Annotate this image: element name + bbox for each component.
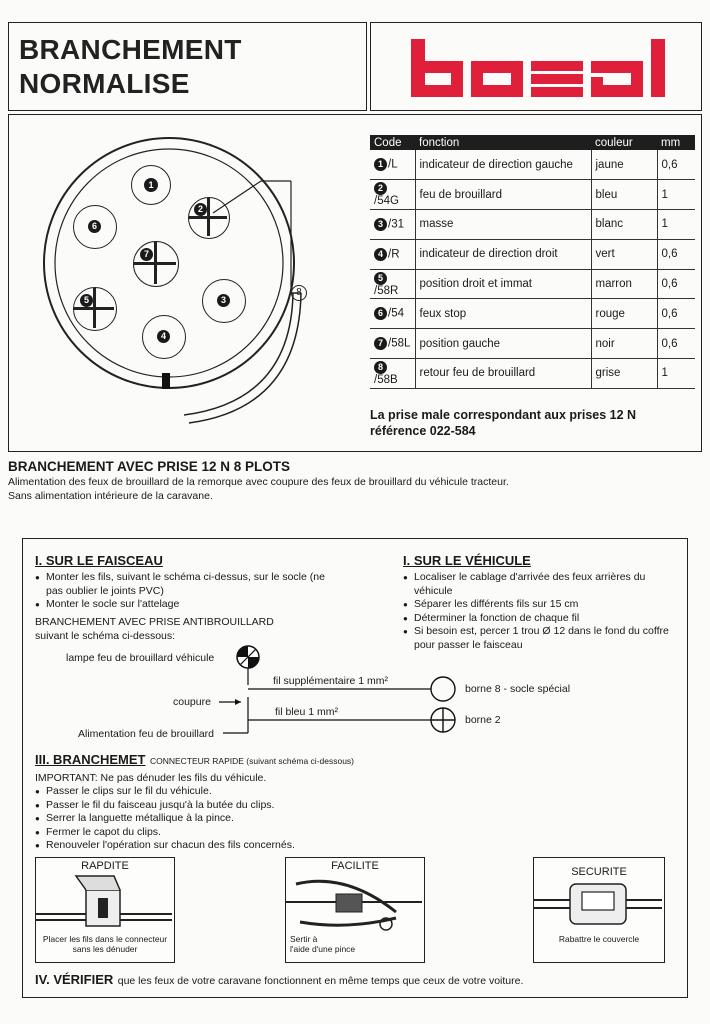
connector-open-drawing bbox=[36, 872, 172, 934]
row-number-badge: 1 bbox=[374, 158, 387, 171]
list-item: ● Déterminer la fonction de chaque fil bbox=[403, 612, 678, 626]
faisceau-title: I. SUR LE FAISCEAU bbox=[35, 553, 163, 568]
caption-line2: sans les dénuder bbox=[72, 944, 138, 954]
cell-couleur: rouge bbox=[591, 299, 657, 329]
cell-fonction: retour feu de brouillard bbox=[415, 359, 591, 389]
table-row bbox=[370, 269, 695, 299]
cell-mm: 0,6 bbox=[657, 150, 695, 180]
cell-couleur: bleu bbox=[591, 180, 657, 210]
branchement-title: III. BRANCHEMET bbox=[35, 752, 146, 767]
cell-mm: 0,6 bbox=[657, 269, 695, 299]
row-number-badge: 5 bbox=[374, 272, 387, 285]
cell-code bbox=[370, 299, 415, 329]
bosal-logo-mark bbox=[411, 39, 691, 97]
cell-couleur: marron bbox=[591, 269, 657, 299]
row-code: /54 bbox=[388, 307, 404, 320]
branchement-heading bbox=[35, 751, 675, 769]
cell-code bbox=[370, 239, 415, 269]
table-note-line2: référence 022-584 bbox=[370, 424, 476, 438]
borne8-label: borne 8 - socle spécial bbox=[465, 683, 571, 695]
row-number-badge: 7 bbox=[374, 337, 387, 350]
th-mm: mm bbox=[657, 135, 695, 150]
illustration-facilite bbox=[285, 857, 425, 963]
pliers-drawing bbox=[286, 872, 422, 934]
pin-1 bbox=[131, 165, 171, 205]
brand-logo-box bbox=[370, 22, 702, 111]
list-item: ● Si besoin est, percer 1 trou Ø 12 dans le fond du coffre pour passer le faisceau bbox=[403, 625, 678, 652]
table-row bbox=[370, 150, 695, 180]
verifier-section bbox=[35, 971, 675, 989]
table-row bbox=[370, 359, 695, 389]
header-title-box bbox=[8, 22, 367, 111]
table-row bbox=[370, 210, 695, 240]
pin-3-badge: 3 bbox=[217, 294, 230, 307]
row-number-badge: 6 bbox=[374, 307, 387, 320]
vehicule-title: I. SUR LE VÉHICULE bbox=[403, 553, 531, 568]
cell-mm: 0,6 bbox=[657, 329, 695, 359]
caption-line1: Rabattre le couvercle bbox=[558, 934, 640, 944]
illustration-title: SECURITE bbox=[571, 866, 627, 878]
branchement-section bbox=[35, 751, 675, 853]
illustration-securite bbox=[533, 857, 665, 963]
verifier-title: IV. VÉRIFIER bbox=[35, 972, 114, 987]
cell-code bbox=[370, 150, 415, 180]
cell-couleur: grise bbox=[591, 359, 657, 389]
branchement-subtitle: CONNECTEUR RAPIDE (suivant schéma ci-dessous) bbox=[149, 756, 355, 766]
cell-fonction: indicateur de direction gauche bbox=[415, 150, 591, 180]
cell-mm: 1 bbox=[657, 359, 695, 389]
th-couleur: couleur bbox=[591, 135, 657, 150]
antibrouillard-line1: BRANCHEMENT AVEC PRISE ANTIBROUILLARD bbox=[35, 615, 274, 628]
pin-4 bbox=[142, 315, 186, 359]
list-item: ● Serrer la languette métallique à la pince. bbox=[35, 812, 675, 826]
bosal-logo bbox=[411, 39, 691, 97]
row-number-badge: 8 bbox=[374, 361, 387, 374]
row-code: /58L bbox=[388, 337, 411, 350]
pin-2 bbox=[188, 197, 230, 239]
coupure-label: coupure bbox=[173, 696, 211, 708]
cell-fonction: feu de brouillard bbox=[415, 180, 591, 210]
table-row bbox=[370, 180, 695, 210]
pin-8-label: 8 bbox=[296, 287, 302, 298]
wire2-label: fil bleu 1 mm² bbox=[275, 706, 339, 718]
table-row bbox=[370, 239, 695, 269]
illustration-title: RAPDITE bbox=[81, 860, 129, 872]
table-note bbox=[370, 407, 700, 439]
list-item: ● Passer le clips sur le fil du véhicule. bbox=[35, 785, 675, 799]
pin-5 bbox=[73, 287, 117, 331]
list-item: ● Fermer le capot du clips. bbox=[35, 826, 675, 840]
page-title-line2: NORMALISE bbox=[19, 68, 190, 99]
wiring-codes-table bbox=[370, 135, 695, 389]
socket-diagram bbox=[29, 133, 359, 433]
caption-line2: l'aide d'une pince bbox=[290, 944, 356, 954]
cell-code bbox=[370, 359, 415, 389]
alim-label: Alimentation feu de brouillard bbox=[78, 728, 214, 740]
pin-6 bbox=[73, 205, 117, 249]
intro-line1: Alimentation des feux de brouillard de la remorque avec coupure des feux de brouillard du véhicule tracteur. bbox=[8, 476, 509, 488]
cell-mm: 1 bbox=[657, 210, 695, 240]
lamp-label: lampe feu de brouillard véhicule bbox=[66, 652, 215, 664]
connector-closed-drawing bbox=[534, 878, 662, 930]
th-code: Code bbox=[370, 135, 415, 150]
row-number-badge: 3 bbox=[374, 218, 387, 231]
table-note-line1: La prise male correspondant aux prises 12 N bbox=[370, 408, 637, 422]
th-fonction: fonction bbox=[415, 135, 591, 150]
intro-section bbox=[8, 458, 698, 503]
cell-fonction: masse bbox=[415, 210, 591, 240]
faisceau-section bbox=[35, 553, 325, 643]
cell-code bbox=[370, 269, 415, 299]
illustration-title: FACILITE bbox=[331, 860, 379, 872]
pin-8 bbox=[291, 285, 307, 301]
wire1-label: fil supplémentaire 1 mm² bbox=[273, 675, 388, 687]
cell-fonction: indicateur de direction droit bbox=[415, 239, 591, 269]
verifier-text: que les feux de votre caravane fonctionnent en même temps que ceux de votre voiture. bbox=[117, 975, 524, 987]
list-item: ● Séparer les différents fils sur 15 cm bbox=[403, 598, 678, 612]
caption-line1: Placer les fils dans le connecteur bbox=[42, 934, 168, 944]
cell-mm: 0,6 bbox=[657, 239, 695, 269]
row-code: /L bbox=[388, 158, 398, 171]
row-code: /58B bbox=[374, 373, 398, 386]
row-code: /31 bbox=[388, 218, 404, 231]
cell-mm: 1 bbox=[657, 180, 695, 210]
list-item: ● Monter les fils, suivant le schéma ci-dessus, sur le socle (ne pas oublier le joints PVC) bbox=[35, 571, 325, 598]
row-code: /58R bbox=[374, 284, 399, 297]
cell-mm: 0,6 bbox=[657, 299, 695, 329]
list-item: ● Renouveler l'opération sur chacun des fils concernés. bbox=[35, 839, 675, 853]
intro-title: BRANCHEMENT AVEC PRISE 12 N 8 PLOTS bbox=[8, 459, 291, 474]
cell-couleur: vert bbox=[591, 239, 657, 269]
faisceau-list bbox=[35, 571, 325, 612]
instructions-box bbox=[22, 538, 688, 998]
pin-2-cross-h bbox=[189, 216, 227, 219]
pin-1-badge: 1 bbox=[144, 178, 158, 192]
pin-2-badge: 2 bbox=[194, 203, 207, 216]
table-header-row bbox=[370, 135, 695, 150]
illustration-rapidite bbox=[35, 857, 175, 963]
antibrouillard-line2: suivant le schéma ci-dessous: bbox=[35, 629, 176, 642]
pin-7-badge: 7 bbox=[140, 248, 153, 261]
intro-line2: Sans alimentation intérieure de la caravane. bbox=[8, 490, 213, 502]
cell-fonction: feux stop bbox=[415, 299, 591, 329]
cell-couleur: blanc bbox=[591, 210, 657, 240]
pin-6-badge: 6 bbox=[88, 220, 101, 233]
list-item: ● Passer le fil du faisceau jusqu'à la butée du clips. bbox=[35, 799, 675, 813]
important-note: IMPORTANT: Ne pas dénuder les fils du véhicule. bbox=[35, 772, 267, 784]
row-code: /54G bbox=[374, 195, 399, 208]
pin-4-badge: 4 bbox=[157, 330, 170, 343]
socket-diagram-box bbox=[8, 114, 702, 452]
list-item: ● Localiser le cablage d'arrivée des feux arrières du véhicule bbox=[403, 571, 678, 598]
row-code: /R bbox=[388, 248, 400, 261]
page-title-line1: BRANCHEMENT bbox=[19, 34, 242, 65]
pin-7 bbox=[133, 241, 179, 287]
row-number-badge: 4 bbox=[374, 248, 387, 261]
cell-code bbox=[370, 329, 415, 359]
pin-7-cross-h bbox=[134, 262, 176, 265]
cell-couleur: jaune bbox=[591, 150, 657, 180]
caption-line1: Sertir à bbox=[290, 934, 318, 944]
pin-5-badge: 5 bbox=[80, 294, 93, 307]
borne2-label: borne 2 bbox=[465, 714, 501, 726]
pin-3 bbox=[202, 279, 246, 323]
cell-fonction: position gauche bbox=[415, 329, 591, 359]
cell-code bbox=[370, 180, 415, 210]
table-row bbox=[370, 329, 695, 359]
branchement-list bbox=[35, 785, 675, 853]
row-number-badge: 2 bbox=[374, 182, 387, 195]
cell-code bbox=[370, 210, 415, 240]
list-item: ● Monter le socle sur l'attelage bbox=[35, 598, 325, 612]
pin-5-cross-h bbox=[74, 307, 114, 310]
table-row bbox=[370, 299, 695, 329]
cell-fonction: position droit et immat bbox=[415, 269, 591, 299]
cell-couleur: noir bbox=[591, 329, 657, 359]
